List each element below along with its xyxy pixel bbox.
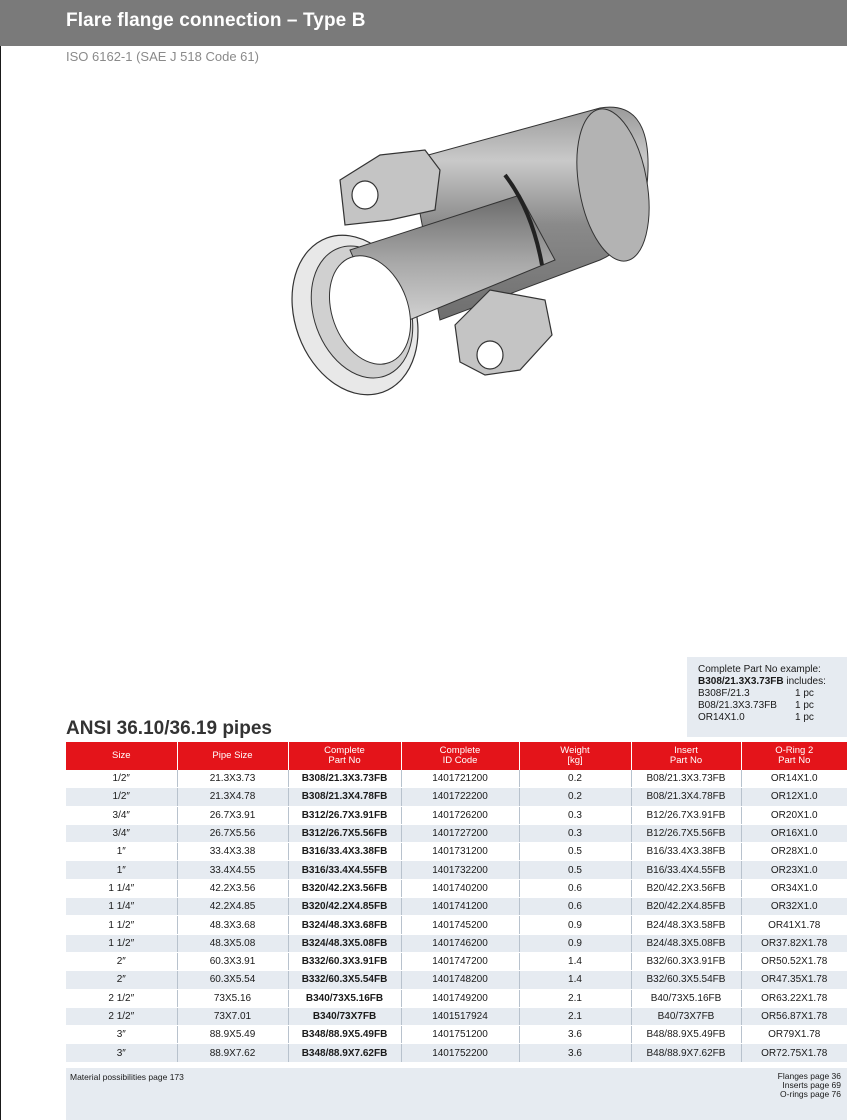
cell-pipe-size: 60.3X3.91 <box>177 952 288 970</box>
example-includes-text: includes: <box>783 676 826 687</box>
cell-insert-part-no: B12/26.7X5.56FB <box>631 824 741 842</box>
cell-insert-part-no: B48/88.9X5.49FB <box>631 1026 741 1044</box>
cell-pipe-size: 48.3X5.08 <box>177 934 288 952</box>
column-header-line: Complete <box>324 745 365 756</box>
cell-pipe-size: 48.3X3.68 <box>177 916 288 934</box>
cell-size: 1 1/2″ <box>66 916 177 934</box>
cell-size: 1″ <box>66 861 177 879</box>
footer-reference: Flanges page 36 <box>777 1071 841 1081</box>
flange-connection-illustration <box>270 100 660 410</box>
cell-size: 3″ <box>66 1026 177 1044</box>
cell-pipe-size: 88.9X7.62 <box>177 1044 288 1062</box>
example-item <box>698 700 847 712</box>
cell-pipe-size: 73X5.16 <box>177 989 288 1007</box>
example-item-part: B08/21.3X3.73FB <box>698 700 777 711</box>
cell-complete-id-code: 1401721200 <box>401 770 519 788</box>
cell-complete-id-code: 1401747200 <box>401 952 519 970</box>
cell-size: 2 1/2″ <box>66 989 177 1007</box>
cell-weight: 0.2 <box>519 770 631 788</box>
column-header-weight <box>519 742 631 770</box>
cell-complete-id-code: 1401726200 <box>401 806 519 824</box>
cell-complete-part-no: B332/60.3X3.91FB <box>288 952 401 970</box>
column-header-complete-part-no <box>288 742 401 770</box>
cell-complete-id-code: 1401748200 <box>401 971 519 989</box>
table-header-row <box>66 742 847 770</box>
cell-weight: 0.2 <box>519 788 631 806</box>
table-row <box>66 824 847 842</box>
cell-insert-part-no: B16/33.4X4.55FB <box>631 861 741 879</box>
parts-table <box>66 742 847 1063</box>
cell-o-ring-part-no: OR34X1.0 <box>741 879 847 897</box>
cell-complete-part-no: B340/73X5.16FB <box>288 989 401 1007</box>
cell-complete-part-no: B348/88.9X5.49FB <box>288 1026 401 1044</box>
cell-insert-part-no: B20/42.2X4.85FB <box>631 898 741 916</box>
example-item-qty: 1 pc <box>795 700 814 711</box>
title-bar <box>0 0 847 46</box>
cell-weight: 0.3 <box>519 806 631 824</box>
cell-complete-id-code: 1401741200 <box>401 898 519 916</box>
cell-pipe-size: 21.3X4.78 <box>177 788 288 806</box>
cell-size: 2″ <box>66 971 177 989</box>
cell-o-ring-part-no: OR41X1.78 <box>741 916 847 934</box>
cell-complete-part-no: B316/33.4X3.38FB <box>288 843 401 861</box>
cell-weight: 3.6 <box>519 1044 631 1062</box>
cell-weight: 0.9 <box>519 934 631 952</box>
cell-complete-id-code: 1401517924 <box>401 1007 519 1025</box>
column-header-pipe-size <box>177 742 288 770</box>
footer <box>66 1068 847 1120</box>
example-item <box>698 688 847 700</box>
column-header-line: Pipe Size <box>212 750 253 761</box>
example-includes-line <box>698 676 847 688</box>
cell-size: 2 1/2″ <box>66 1007 177 1025</box>
cell-weight: 0.3 <box>519 824 631 842</box>
example-item <box>698 712 847 724</box>
cell-complete-part-no: B348/88.9X7.62FB <box>288 1044 401 1062</box>
cell-pipe-size: 26.7X3.91 <box>177 806 288 824</box>
cell-insert-part-no: B12/26.7X3.91FB <box>631 806 741 824</box>
cell-complete-part-no: B308/21.3X3.73FB <box>288 770 401 788</box>
footer-page-references <box>778 1072 841 1099</box>
cell-complete-part-no: B320/42.2X4.85FB <box>288 898 401 916</box>
cell-o-ring-part-no: OR12X1.0 <box>741 788 847 806</box>
cell-insert-part-no: B32/60.3X3.91FB <box>631 952 741 970</box>
cell-weight: 0.5 <box>519 843 631 861</box>
table-row <box>66 971 847 989</box>
table-row <box>66 989 847 1007</box>
cell-insert-part-no: B20/42.2X3.56FB <box>631 879 741 897</box>
cell-size: 3″ <box>66 1044 177 1062</box>
cell-o-ring-part-no: OR63.22X1.78 <box>741 989 847 1007</box>
cell-pipe-size: 21.3X3.73 <box>177 770 288 788</box>
column-header-line: Insert <box>674 745 698 756</box>
column-header-line: [kg] <box>567 755 583 766</box>
example-item-part: B308F/21.3 <box>698 688 750 699</box>
cell-insert-part-no: B24/48.3X3.58FB <box>631 916 741 934</box>
column-header-line: Complete <box>439 745 481 756</box>
cell-complete-id-code: 1401731200 <box>401 843 519 861</box>
cell-size: 2″ <box>66 952 177 970</box>
cell-pipe-size: 73X7.01 <box>177 1007 288 1025</box>
example-item-part: OR14X1.0 <box>698 712 745 723</box>
cell-complete-id-code: 1401745200 <box>401 916 519 934</box>
table-row <box>66 898 847 916</box>
cell-o-ring-part-no: OR56.87X1.78 <box>741 1007 847 1025</box>
cell-complete-id-code: 1401746200 <box>401 934 519 952</box>
part-number-example-box <box>687 657 847 737</box>
table-row <box>66 861 847 879</box>
column-header-line: Part No <box>328 755 361 766</box>
cell-size: 1″ <box>66 843 177 861</box>
cell-complete-part-no: B312/26.7X5.56FB <box>288 824 401 842</box>
cell-size: 1 1/2″ <box>66 934 177 952</box>
table-row <box>66 952 847 970</box>
cell-o-ring-part-no: OR79X1.78 <box>741 1026 847 1044</box>
cell-o-ring-part-no: OR14X1.0 <box>741 770 847 788</box>
table-row <box>66 1007 847 1025</box>
cell-pipe-size: 26.7X5.56 <box>177 824 288 842</box>
table-row <box>66 934 847 952</box>
cell-weight: 0.9 <box>519 916 631 934</box>
cell-weight: 0.6 <box>519 898 631 916</box>
parts-table-wrapper <box>66 742 847 1063</box>
cell-o-ring-part-no: OR50.52X1.78 <box>741 952 847 970</box>
cell-size: 1 1/4″ <box>66 879 177 897</box>
cell-size: 1/2″ <box>66 770 177 788</box>
column-header-line: Part No <box>669 755 703 766</box>
column-header-line: Part No <box>778 755 811 766</box>
cell-insert-part-no: B40/73X7FB <box>631 1007 741 1025</box>
example-item-qty: 1 pc <box>795 712 814 723</box>
cell-weight: 0.6 <box>519 879 631 897</box>
cell-weight: 0.5 <box>519 861 631 879</box>
column-header-o-ring-part-no <box>741 742 847 770</box>
table-row <box>66 806 847 824</box>
cell-insert-part-no: B08/21.3X3.73FB <box>631 770 741 788</box>
cell-complete-part-no: B324/48.3X3.68FB <box>288 916 401 934</box>
cell-insert-part-no: B32/60.3X5.54FB <box>631 971 741 989</box>
column-header-size <box>66 742 177 770</box>
example-heading: Complete Part No example: <box>698 664 821 675</box>
table-row <box>66 770 847 788</box>
cell-pipe-size: 42.2X4.85 <box>177 898 288 916</box>
table-row <box>66 879 847 897</box>
page-edge-rule <box>0 0 1 1120</box>
cell-complete-part-no: B320/42.2X3.56FB <box>288 879 401 897</box>
cell-complete-id-code: 1401752200 <box>401 1044 519 1062</box>
cell-insert-part-no: B08/21.3X4.78FB <box>631 788 741 806</box>
table-row <box>66 1044 847 1062</box>
column-header-line: Weight <box>560 745 590 756</box>
cell-complete-id-code: 1401749200 <box>401 989 519 1007</box>
column-header-line: O-Ring 2 <box>775 745 814 756</box>
cell-complete-id-code: 1401751200 <box>401 1026 519 1044</box>
cell-o-ring-part-no: OR28X1.0 <box>741 843 847 861</box>
cell-complete-part-no: B312/26.7X3.91FB <box>288 806 401 824</box>
cell-o-ring-part-no: OR23X1.0 <box>741 861 847 879</box>
standard-subtitle: ISO 6162-1 (SAE J 518 Code 61) <box>66 49 259 64</box>
cell-pipe-size: 42.2X3.56 <box>177 879 288 897</box>
cell-complete-part-no: B308/21.3X4.78FB <box>288 788 401 806</box>
footer-material-note: Material possibilities page 173 <box>70 1072 184 1082</box>
cell-insert-part-no: B48/88.9X7.62FB <box>631 1044 741 1062</box>
cell-complete-id-code: 1401732200 <box>401 861 519 879</box>
cell-o-ring-part-no: OR20X1.0 <box>741 806 847 824</box>
footer-reference: O-rings page 76 <box>780 1089 841 1099</box>
example-part-number: B308/21.3X3.73FB <box>698 676 784 687</box>
cell-o-ring-part-no: OR16X1.0 <box>741 824 847 842</box>
cell-complete-id-code: 1401722200 <box>401 788 519 806</box>
cell-complete-id-code: 1401727200 <box>401 824 519 842</box>
example-item-qty: 1 pc <box>795 688 814 699</box>
cell-insert-part-no: B40/73X5.16FB <box>631 989 741 1007</box>
cell-size: 1/2″ <box>66 788 177 806</box>
section-title: ANSI 36.10/36.19 pipes <box>66 718 272 739</box>
cell-pipe-size: 60.3X5.54 <box>177 971 288 989</box>
cell-o-ring-part-no: OR47.35X1.78 <box>741 971 847 989</box>
cell-size: 3/4″ <box>66 806 177 824</box>
cell-pipe-size: 33.4X4.55 <box>177 861 288 879</box>
column-header-insert-part-no <box>631 742 741 770</box>
table-row <box>66 916 847 934</box>
cell-complete-part-no: B316/33.4X4.55FB <box>288 861 401 879</box>
table-row <box>66 788 847 806</box>
column-header-line: ID Code <box>442 755 478 766</box>
cell-pipe-size: 88.9X5.49 <box>177 1026 288 1044</box>
cell-o-ring-part-no: OR37.82X1.78 <box>741 934 847 952</box>
cell-insert-part-no: B16/33.4X3.38FB <box>631 843 741 861</box>
page-title: Flare flange connection – Type B <box>66 10 366 31</box>
cell-complete-id-code: 1401740200 <box>401 879 519 897</box>
cell-insert-part-no: B24/48.3X5.08FB <box>631 934 741 952</box>
table-row <box>66 1026 847 1044</box>
cell-weight: 2.1 <box>519 989 631 1007</box>
cell-weight: 2.1 <box>519 1007 631 1025</box>
cell-o-ring-part-no: OR32X1.0 <box>741 898 847 916</box>
cell-size: 3/4″ <box>66 824 177 842</box>
cell-weight: 1.4 <box>519 971 631 989</box>
cell-weight: 1.4 <box>519 952 631 970</box>
table-row <box>66 843 847 861</box>
cell-complete-part-no: B340/73X7FB <box>288 1007 401 1025</box>
cell-weight: 3.6 <box>519 1026 631 1044</box>
cell-complete-part-no: B324/48.3X5.08FB <box>288 934 401 952</box>
cell-pipe-size: 33.4X3.38 <box>177 843 288 861</box>
cell-o-ring-part-no: OR72.75X1.78 <box>741 1044 847 1062</box>
column-header-line: Size <box>112 750 131 761</box>
column-header-complete-id-code <box>401 742 519 770</box>
cell-complete-part-no: B332/60.3X5.54FB <box>288 971 401 989</box>
cell-size: 1 1/4″ <box>66 898 177 916</box>
footer-reference: Inserts page 69 <box>782 1080 841 1090</box>
